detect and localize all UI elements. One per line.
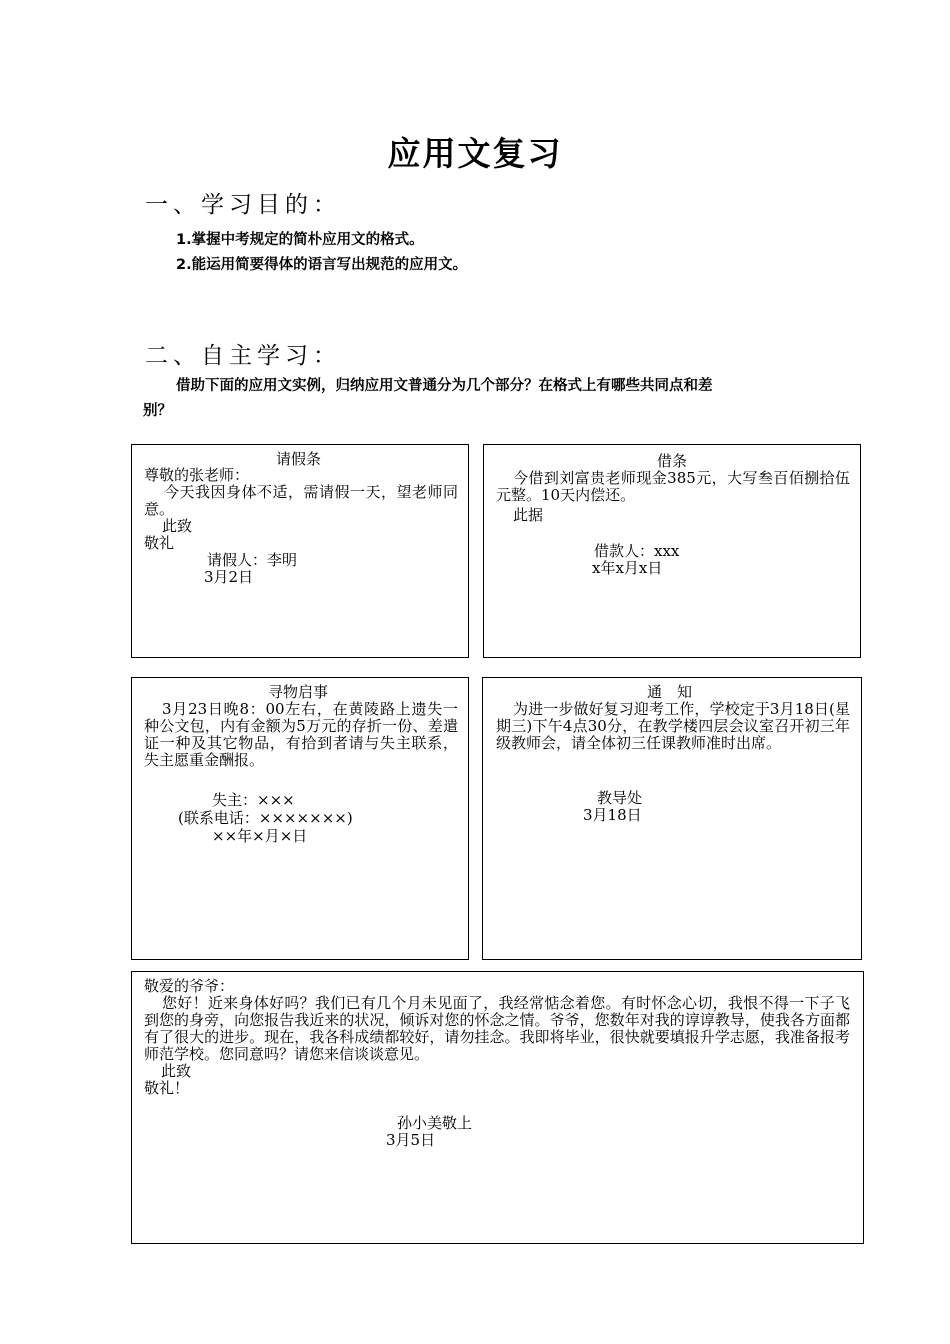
section2-heading: 二、自主学习： — [145, 343, 341, 369]
notice-body: 为进一步做好复习迎考工作，学校定于3月18日(星期三)下午4点30分，在教学楼四层会议室召开初三年级教师会，请全体初三任课教师准时出席。 — [496, 700, 850, 752]
letter-closing2: 敬礼！ — [144, 1079, 190, 1097]
lost-notice-owner: 失主：××× — [212, 791, 295, 809]
letter-date: 3月5日 — [386, 1131, 436, 1149]
leave-note-title: 请假条 — [276, 450, 322, 468]
leave-note-body: 今天我因身体不适，需请假一天，望老师同意。 — [144, 483, 458, 518]
iou-date: x年x月x日 — [592, 559, 663, 577]
iou-title: 借条 — [657, 452, 688, 470]
leave-note-signature: 请假人：李明 — [207, 551, 298, 569]
notice-title: 通 知 — [647, 683, 693, 701]
leave-note-date: 3月2日 — [204, 568, 254, 586]
leave-note-closing1: 此致 — [162, 517, 193, 535]
notice-date: 3月18日 — [583, 806, 642, 824]
goal-1: 1.掌握中考规定的简朴应用文的格式。 — [176, 232, 424, 248]
lost-notice-body: 3月23日晚8：00左右，在黄陵路上遗失一种公文包，内有金额为5万元的存折一份、差遣证一种及其它物品，有拾到者请与失主联系，失主愿重金酬报。 — [144, 700, 458, 769]
iou-body: 今借到刘富贵老师现金385元，大写叁百佰捌拾伍元整。10天内偿还。 — [496, 469, 850, 504]
goal-2: 2.能运用简要得体的语言写出规范的应用文。 — [176, 257, 468, 273]
notice-signature: 教导处 — [597, 789, 643, 807]
lost-notice-phone: (联系电话：×××××××) — [178, 809, 353, 827]
lost-notice-title: 寻物启事 — [268, 683, 329, 701]
iou-signature: 借款人：xxx — [594, 542, 680, 560]
leave-note-closing2: 敬礼 — [144, 534, 175, 552]
intro-line1: 借助下面的应用文实例，归纳应用文普通分为几个部分？在格式上有哪些共同点和差 — [176, 378, 713, 394]
letter-signature: 孙小美敬上 — [397, 1114, 473, 1132]
lost-notice-date: ××年×月×日 — [212, 827, 308, 845]
iou-closing: 此据 — [513, 506, 544, 524]
intro-line2: 别？ — [143, 403, 172, 419]
section1-heading: 一、学习目的： — [145, 192, 341, 218]
letter-salutation: 敬爱的爷爷： — [144, 977, 235, 995]
letter-body: 您好！近来身体好吗？我们已有几个月未见面了，我经常惦念着您。有时怀念心切，我恨不得一下子飞到您的身旁，向您报告我近来的状况，倾诉对您的怀念之情。爷爷，您数年对我的谆谆教导，使我各方面都有了很大的进步。现在，我各科成绩都较好，请勿挂念。我即将毕业，很快就要填报升学志愿，我准备报考师范学校。您同意吗？请您来信谈谈意见。 — [144, 994, 850, 1063]
leave-note-salutation: 尊敬的张老师： — [144, 466, 250, 484]
letter-closing1: 此致 — [161, 1062, 192, 1080]
page-title: 应用文复习 — [387, 134, 563, 173]
